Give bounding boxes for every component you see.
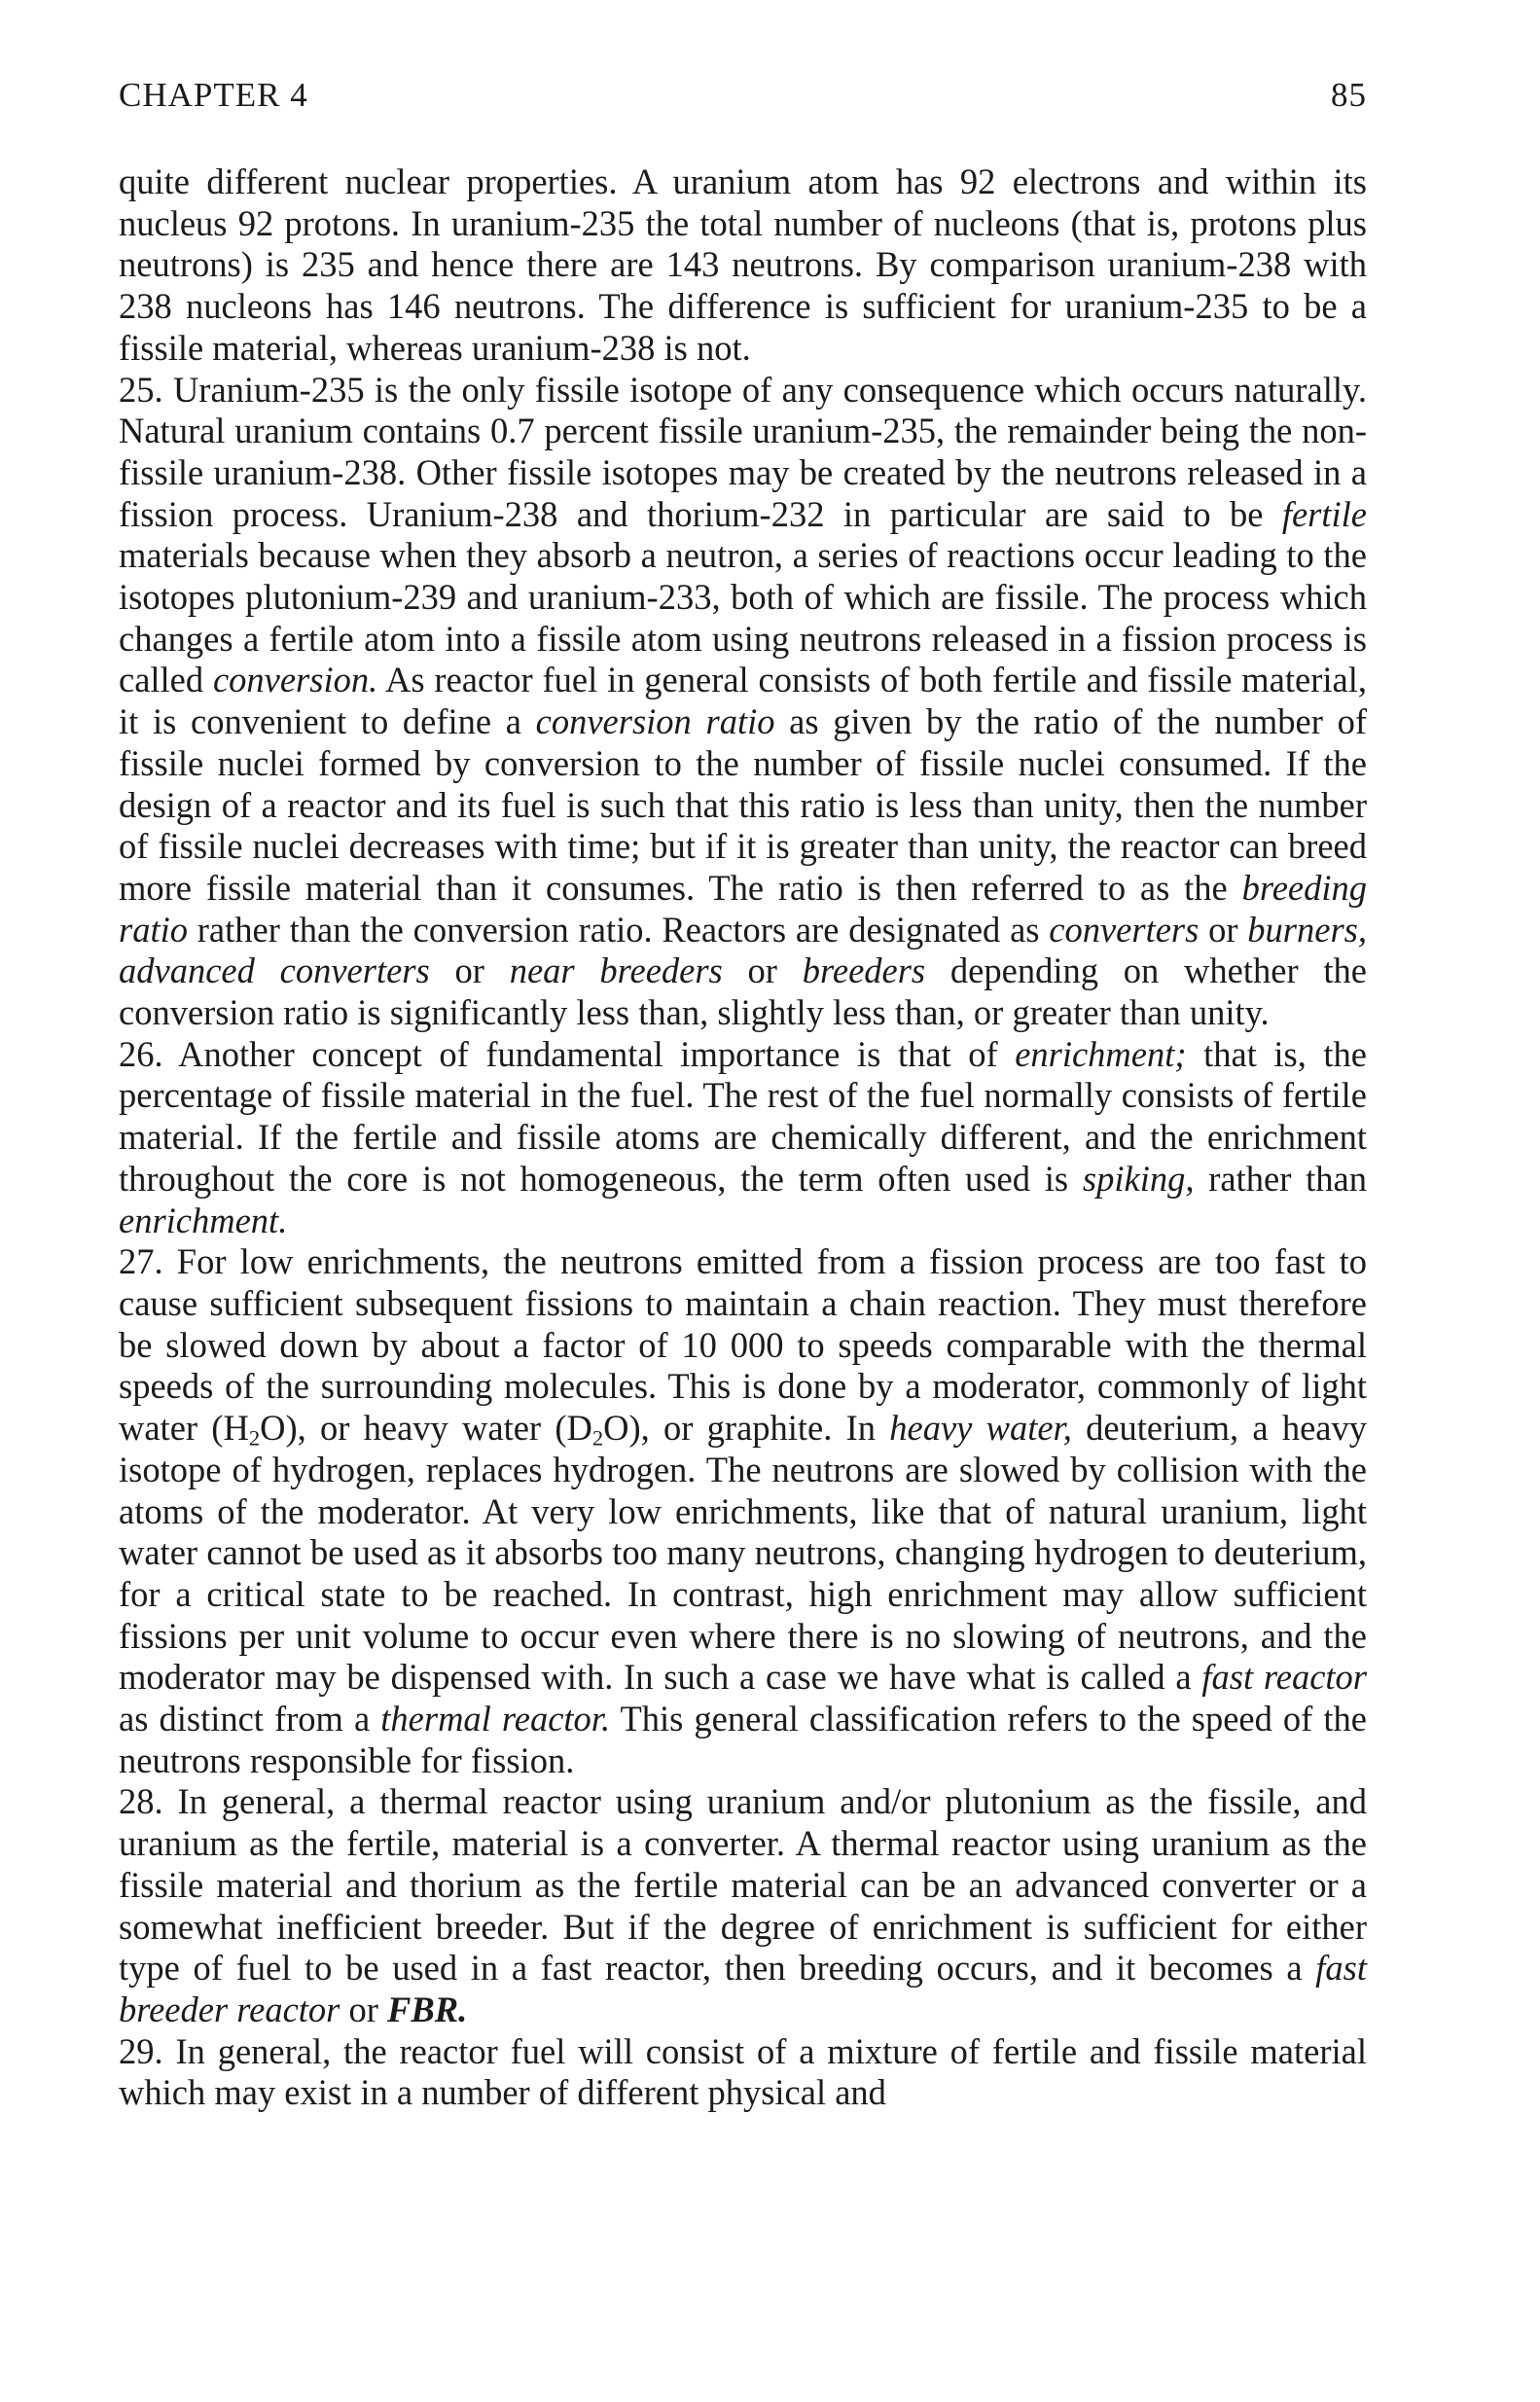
text-run: depending on whether the conversion ratio is significantly less than, slightly less than, or greater than unity. — [119, 950, 1367, 1033]
paragraph-p29 — [119, 2031, 1367, 2114]
text-run: fast breeder reactor — [119, 1948, 1367, 2029]
text-run: converters — [1049, 909, 1200, 950]
paragraph-p28 — [119, 1781, 1367, 2030]
text-run: breeders — [802, 950, 926, 991]
text-run: that is, the percentage of fissile material in the fuel. The rest of the fuel normally consists of fertile material. If the fertile and fissile atoms are chemically different, and the enrichment throughout the core is not homogeneous, the term often used is — [119, 1033, 1368, 1199]
body-text — [119, 161, 1367, 2114]
text-run: conversion ratio — [535, 701, 775, 742]
text-run: burners, advanced converters — [119, 909, 1367, 991]
text-run: rather than the conversion ratio. Reactors are designated as — [188, 909, 1050, 950]
text-run: 29. In general, the reactor fuel will consist of a mixture of fertile and fissile material which may exist in a number of different physical and — [119, 2030, 1367, 2113]
text-run: deuterium, a heavy isotope of hydrogen, replaces hydrogen. The neutrons are slowed by collision with the atoms of the moderator. At very low enrichments, like that of natural uranium, light water cannot be used as it absorbs too many neutrons, changing hydrogen to deuterium, for a critical state to be reached. In contrast, high enrichment may allow sufficient fissions per unit volume to occur even where there is no slowing of neutrons, and the moderator may be dispensed with. In such a case we have what is called a — [119, 1408, 1367, 1698]
text-run: enrichment. — [119, 1200, 288, 1240]
text-run: 28. In general, a thermal reactor using uranium and/or plutonium as the fissile, and uranium as the fertile, material is a converter. A thermal reactor using uranium as the fissile material and thorium as the fertile material can be an advanced converter or a somewhat inefficient breeder. But if the degree of enrichment is sufficient for either type of fuel to be used in a fast reactor, then breeding occurs, and it becomes a — [119, 1781, 1367, 1989]
paragraph-p25 — [119, 370, 1367, 1034]
page-number: 85 — [1331, 76, 1367, 114]
text-run: fertile — [1281, 493, 1367, 534]
text-run: 26. Another concept of fundamental importance is that of — [119, 1033, 1016, 1074]
text-run: thermal reactor. — [380, 1699, 611, 1739]
text-run: rather than — [1194, 1158, 1367, 1199]
text-run: As reactor fuel in general consists of both fertile and fissile material, it is convenient to define a — [119, 660, 1367, 742]
text-run: as given by the ratio of the number of fissile nuclei formed by conversion to the number of fissile nuclei consumed. If the design of a reactor and its fuel is such that this ratio is less than unity, then the number of fissile nuclei decreases with time; but if it is greater than unity, the reactor can breed more fissile material than it consumes. The ratio is then referred to as the — [119, 701, 1367, 908]
text-run: O), or graphite. In — [603, 1408, 890, 1449]
text-run: or — [340, 1989, 388, 2029]
text-run: or — [429, 950, 510, 991]
paragraph-p27 — [119, 1241, 1367, 1781]
text-run: quite different nuclear properties. A uranium atom has 92 electrons and within its nucleus 92 protons. In uranium-235 the total number of nucleons (that is, protons plus neutrons) is 235 and hence there are 143 neutrons. By comparison uranium-238 with 238 nucleons has 146 neutrons. The difference is sufficient for uranium-235 to be a fissile material, whereas uranium-238 is not. — [119, 161, 1367, 368]
text-run: as distinct from a — [119, 1699, 381, 1739]
text-run: 2 — [591, 1425, 604, 1451]
text-run: fast reactor — [1201, 1657, 1367, 1698]
text-run: conversion. — [212, 660, 378, 700]
text-run: enrichment; — [1015, 1033, 1187, 1074]
text-run: 2 — [248, 1425, 261, 1451]
text-run: near breeders — [509, 950, 723, 991]
text-run: FBR. — [387, 1989, 468, 2029]
text-run: O), or heavy water (D — [260, 1408, 592, 1449]
text-run: 27. For low enrichments, the neutrons emitted from a fission process are too fast to cause sufficient subsequent fissions to maintain a chain reaction. They must therefore be slowed down by about a factor of 10 000 to speeds comparable with the thermal speeds of the surrounding molecules. This is done by a moderator, commonly of light water (H — [119, 1241, 1367, 1449]
text-run: spiking, — [1082, 1158, 1195, 1199]
text-run: breeding ratio — [119, 867, 1367, 950]
text-run: This general classification refers to the speed of the neutrons responsible for fission. — [119, 1699, 1367, 1780]
paragraph-p24-cont — [119, 161, 1367, 370]
text-run: materials because when they absorb a neutron, a series of reactions occur leading to the isotopes plutonium-239 and uranium-233, both of which are fissile. The process which changes a fertile atom into a fissile atom using neutrons released in a fission process is called — [119, 535, 1367, 700]
text-run: or — [1199, 909, 1248, 950]
chapter-label: CHAPTER 4 — [119, 76, 308, 114]
text-run: heavy water, — [889, 1408, 1072, 1449]
paragraph-p26 — [119, 1034, 1367, 1242]
running-header — [119, 76, 1367, 115]
text-run: 25. Uranium-235 is the only fissile isotope of any consequence which occurs naturally. Natural uranium contains 0.7 percent fissile uranium-235, the remainder being the non-fissile uranium-238. Other fissile isotopes may be created by the neutrons released in a fission process. Uranium-238 and thorium-232 in particular are said to be — [119, 369, 1367, 534]
text-run: or — [722, 950, 803, 991]
